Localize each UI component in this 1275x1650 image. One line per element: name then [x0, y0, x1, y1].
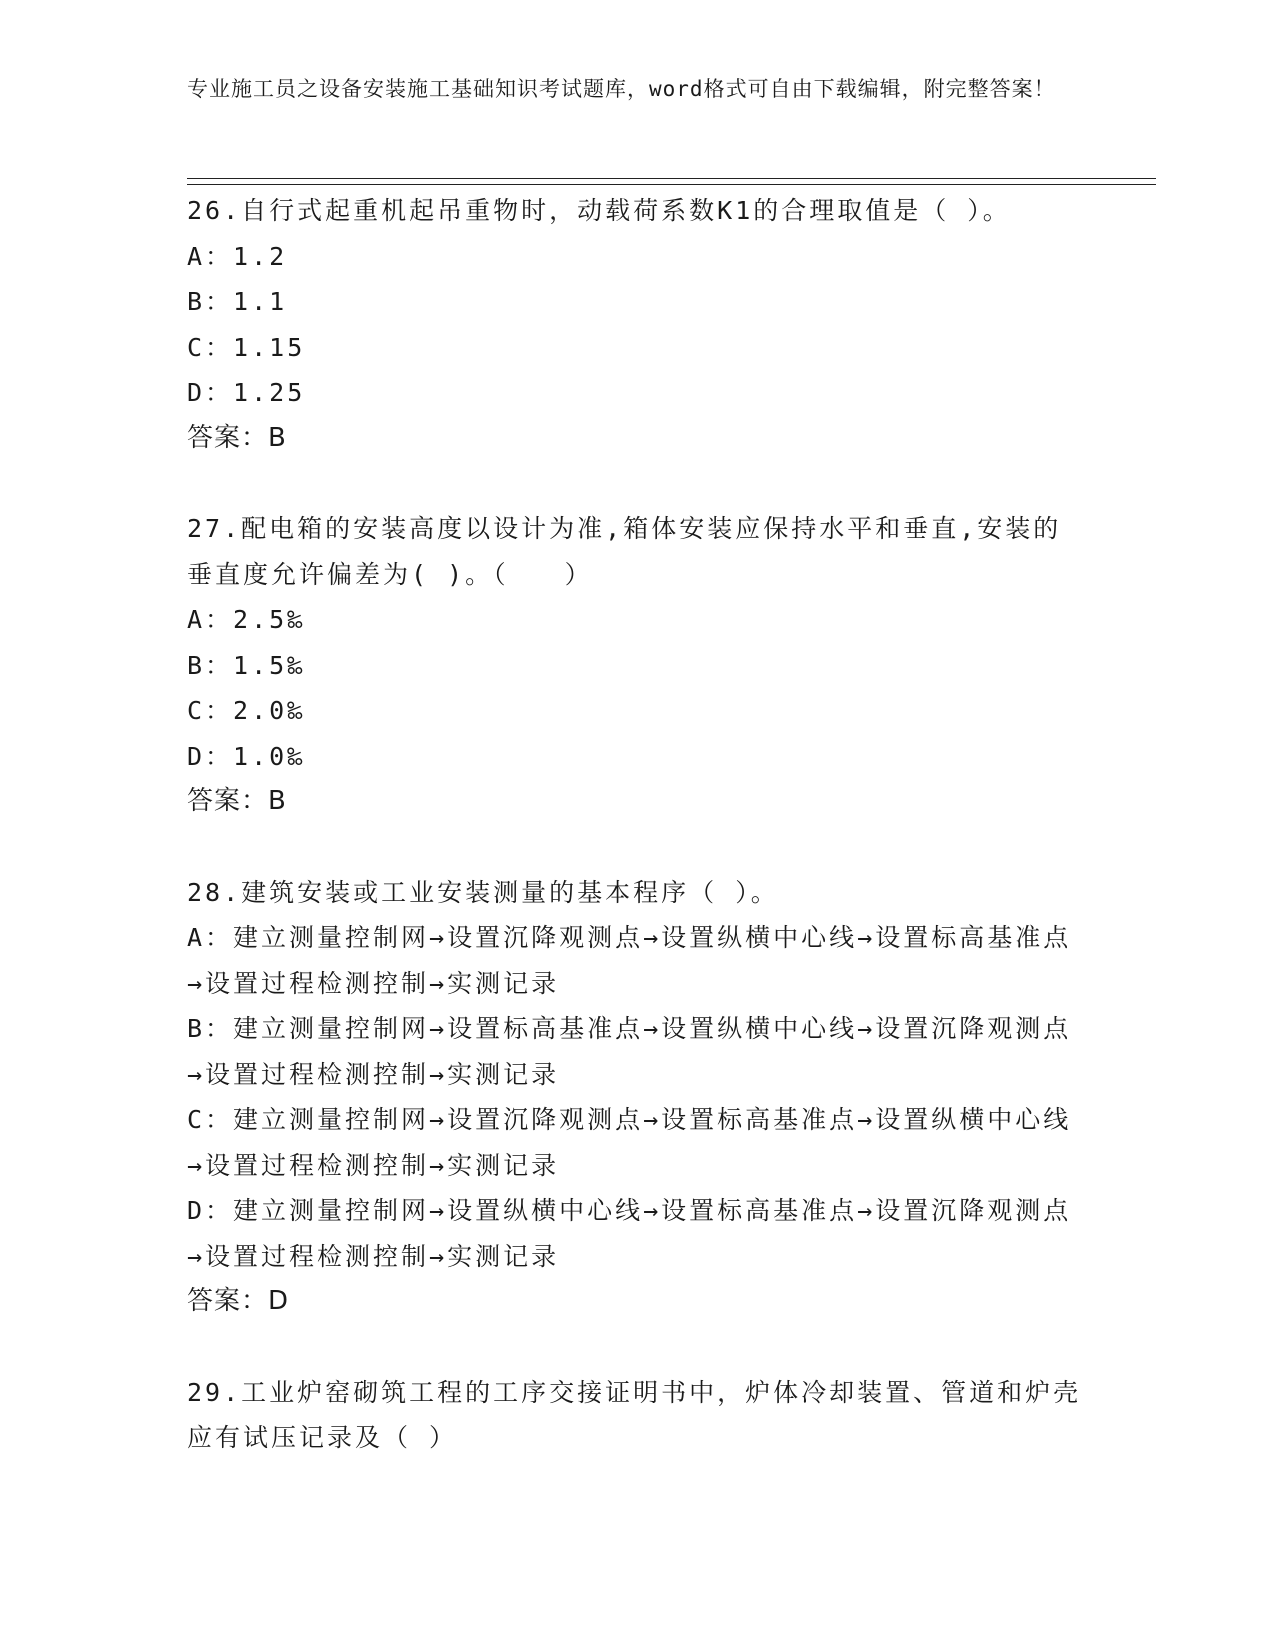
option-b: B：建立测量控制网→设置标高基准点→设置纵横中心线→设置沉降观测点→设置过程检测控制→实测记录 — [187, 1014, 1072, 1089]
header-divider-bottom — [187, 184, 1156, 185]
option-b: B：1.1 — [187, 287, 288, 316]
option-b: B：1.5‰ — [187, 650, 306, 680]
answer-label: 答案：B — [187, 786, 287, 816]
option-a: A：建立测量控制网→设置沉降观测点→设置纵横中心线→设置标高基准点→设置过程检测控制→实测记录 — [187, 923, 1072, 998]
question-stem: 26.自行式起重机起吊重物时，动载荷系数K1的合理取值是（ ）。 — [187, 196, 1011, 225]
header-divider-top — [187, 178, 1156, 179]
option-d: D：1.0‰ — [187, 741, 306, 771]
question-stem: 28.建筑安装或工业安装测量的基本程序（ ）。 — [187, 877, 779, 907]
option-d: D：建立测量控制网→设置纵横中心线→设置标高基准点→设置沉降观测点→设置过程检测控制→实测记录 — [187, 1196, 1072, 1271]
option-c: C：2.0‰ — [187, 696, 306, 725]
question-list — [187, 188, 1087, 1506]
option-c: C：建立测量控制网→设置沉降观测点→设置标高基准点→设置纵横中心线→设置过程检测控制→实测记录 — [187, 1105, 1072, 1180]
document-header: 专业施工员之设备安装施工基础知识考试题库，word格式可自由下载编辑，附完整答案！ — [187, 77, 1056, 101]
question-26 — [187, 188, 1087, 461]
question-stem: 29.工业炉窑砌筑工程的工序交接证明书中，炉体冷却装置、管道和炉壳应有试压记录及（ ） — [187, 1377, 1082, 1452]
answer-label: 答案：D — [187, 1286, 290, 1316]
option-a: A：2.5‰ — [187, 605, 306, 634]
question-27 — [187, 506, 1087, 825]
answer-label: 答案：B — [187, 422, 287, 453]
question-stem: 27.配电箱的安装高度以设计为准,箱体安装应保持水平和垂直,安装的垂直度允许偏差为( )。（ ） — [187, 514, 1062, 589]
option-c: C：1.15 — [187, 332, 306, 362]
question-28 — [187, 870, 1087, 1325]
question-29 — [187, 1370, 1087, 1461]
option-d: D：1.25 — [187, 378, 306, 407]
option-a: A：1.2 — [187, 241, 288, 271]
